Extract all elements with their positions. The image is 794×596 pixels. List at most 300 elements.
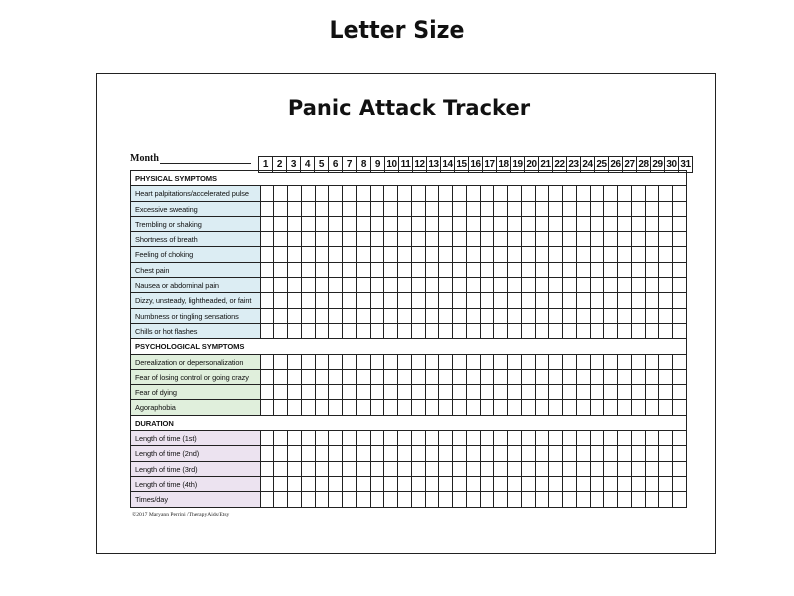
check-cell[interactable] — [522, 324, 536, 339]
check-cell[interactable] — [371, 385, 385, 400]
check-cell[interactable] — [316, 309, 330, 324]
check-cell[interactable] — [481, 492, 495, 507]
check-cell[interactable] — [494, 477, 508, 492]
check-cell[interactable] — [632, 370, 646, 385]
check-cell[interactable] — [261, 492, 275, 507]
check-cell[interactable] — [604, 462, 618, 477]
check-cell[interactable] — [618, 492, 632, 507]
check-cell[interactable] — [412, 370, 426, 385]
check-cell[interactable] — [316, 477, 330, 492]
check-cell[interactable] — [439, 232, 453, 247]
check-cell[interactable] — [302, 477, 316, 492]
check-cell[interactable] — [329, 477, 343, 492]
check-cell[interactable] — [659, 202, 673, 217]
check-cell[interactable] — [508, 278, 522, 293]
check-cell[interactable] — [536, 309, 550, 324]
check-cell[interactable] — [343, 400, 357, 415]
check-cell[interactable] — [563, 263, 577, 278]
check-cell[interactable] — [453, 186, 467, 201]
check-cell[interactable] — [453, 355, 467, 370]
check-cell[interactable] — [384, 278, 398, 293]
check-cell[interactable] — [563, 446, 577, 461]
check-cell[interactable] — [439, 446, 453, 461]
check-cell[interactable] — [357, 385, 371, 400]
check-cell[interactable] — [329, 492, 343, 507]
check-cell[interactable] — [549, 400, 563, 415]
check-cell[interactable] — [632, 263, 646, 278]
check-cell[interactable] — [274, 400, 288, 415]
check-cell[interactable] — [618, 385, 632, 400]
check-cell[interactable] — [522, 186, 536, 201]
check-cell[interactable] — [274, 247, 288, 262]
check-cell[interactable] — [357, 446, 371, 461]
check-cell[interactable] — [563, 324, 577, 339]
check-cell[interactable] — [522, 309, 536, 324]
check-cell[interactable] — [673, 492, 687, 507]
check-cell[interactable] — [316, 278, 330, 293]
check-cell[interactable] — [274, 309, 288, 324]
check-cell[interactable] — [494, 400, 508, 415]
check-cell[interactable] — [673, 355, 687, 370]
check-cell[interactable] — [261, 186, 275, 201]
check-cell[interactable] — [357, 370, 371, 385]
check-cell[interactable] — [288, 355, 302, 370]
check-cell[interactable] — [577, 400, 591, 415]
check-cell[interactable] — [398, 492, 412, 507]
check-cell[interactable] — [426, 247, 440, 262]
check-cell[interactable] — [646, 217, 660, 232]
check-cell[interactable] — [398, 293, 412, 308]
check-cell[interactable] — [343, 186, 357, 201]
check-cell[interactable] — [302, 186, 316, 201]
check-cell[interactable] — [591, 278, 605, 293]
check-cell[interactable] — [494, 462, 508, 477]
check-cell[interactable] — [426, 370, 440, 385]
check-cell[interactable] — [357, 309, 371, 324]
check-cell[interactable] — [632, 232, 646, 247]
check-cell[interactable] — [549, 492, 563, 507]
check-cell[interactable] — [632, 431, 646, 446]
check-cell[interactable] — [591, 217, 605, 232]
check-cell[interactable] — [288, 186, 302, 201]
check-cell[interactable] — [302, 247, 316, 262]
check-cell[interactable] — [494, 370, 508, 385]
check-cell[interactable] — [316, 202, 330, 217]
check-cell[interactable] — [357, 247, 371, 262]
check-cell[interactable] — [632, 309, 646, 324]
check-cell[interactable] — [357, 202, 371, 217]
check-cell[interactable] — [673, 278, 687, 293]
check-cell[interactable] — [522, 278, 536, 293]
check-cell[interactable] — [398, 202, 412, 217]
check-cell[interactable] — [316, 263, 330, 278]
check-cell[interactable] — [508, 186, 522, 201]
check-cell[interactable] — [549, 217, 563, 232]
check-cell[interactable] — [659, 385, 673, 400]
check-cell[interactable] — [302, 355, 316, 370]
check-cell[interactable] — [371, 355, 385, 370]
check-cell[interactable] — [343, 247, 357, 262]
check-cell[interactable] — [591, 370, 605, 385]
check-cell[interactable] — [646, 492, 660, 507]
check-cell[interactable] — [563, 247, 577, 262]
check-cell[interactable] — [274, 324, 288, 339]
check-cell[interactable] — [357, 217, 371, 232]
check-cell[interactable] — [384, 232, 398, 247]
check-cell[interactable] — [398, 370, 412, 385]
check-cell[interactable] — [481, 278, 495, 293]
check-cell[interactable] — [508, 385, 522, 400]
check-cell[interactable] — [508, 217, 522, 232]
check-cell[interactable] — [371, 202, 385, 217]
check-cell[interactable] — [329, 370, 343, 385]
check-cell[interactable] — [412, 431, 426, 446]
check-cell[interactable] — [536, 477, 550, 492]
check-cell[interactable] — [646, 263, 660, 278]
check-cell[interactable] — [481, 400, 495, 415]
check-cell[interactable] — [577, 186, 591, 201]
check-cell[interactable] — [426, 446, 440, 461]
check-cell[interactable] — [522, 477, 536, 492]
check-cell[interactable] — [261, 217, 275, 232]
check-cell[interactable] — [673, 202, 687, 217]
check-cell[interactable] — [426, 385, 440, 400]
check-cell[interactable] — [426, 477, 440, 492]
check-cell[interactable] — [646, 400, 660, 415]
check-cell[interactable] — [549, 186, 563, 201]
check-cell[interactable] — [384, 186, 398, 201]
check-cell[interactable] — [577, 324, 591, 339]
check-cell[interactable] — [618, 217, 632, 232]
check-cell[interactable] — [536, 324, 550, 339]
check-cell[interactable] — [274, 492, 288, 507]
check-cell[interactable] — [467, 263, 481, 278]
check-cell[interactable] — [659, 477, 673, 492]
check-cell[interactable] — [398, 431, 412, 446]
check-cell[interactable] — [288, 324, 302, 339]
check-cell[interactable] — [577, 446, 591, 461]
check-cell[interactable] — [384, 400, 398, 415]
check-cell[interactable] — [604, 202, 618, 217]
check-cell[interactable] — [261, 400, 275, 415]
check-cell[interactable] — [288, 462, 302, 477]
check-cell[interactable] — [536, 355, 550, 370]
check-cell[interactable] — [439, 385, 453, 400]
check-cell[interactable] — [426, 492, 440, 507]
check-cell[interactable] — [494, 278, 508, 293]
check-cell[interactable] — [371, 232, 385, 247]
check-cell[interactable] — [577, 263, 591, 278]
check-cell[interactable] — [316, 217, 330, 232]
check-cell[interactable] — [604, 477, 618, 492]
check-cell[interactable] — [549, 462, 563, 477]
check-cell[interactable] — [439, 400, 453, 415]
check-cell[interactable] — [412, 324, 426, 339]
check-cell[interactable] — [481, 186, 495, 201]
check-cell[interactable] — [371, 247, 385, 262]
check-cell[interactable] — [398, 278, 412, 293]
check-cell[interactable] — [371, 446, 385, 461]
check-cell[interactable] — [591, 309, 605, 324]
check-cell[interactable] — [522, 385, 536, 400]
check-cell[interactable] — [549, 309, 563, 324]
check-cell[interactable] — [632, 186, 646, 201]
check-cell[interactable] — [549, 278, 563, 293]
check-cell[interactable] — [632, 355, 646, 370]
check-cell[interactable] — [398, 355, 412, 370]
check-cell[interactable] — [604, 431, 618, 446]
check-cell[interactable] — [439, 431, 453, 446]
check-cell[interactable] — [618, 370, 632, 385]
check-cell[interactable] — [673, 232, 687, 247]
check-cell[interactable] — [508, 324, 522, 339]
check-cell[interactable] — [632, 477, 646, 492]
check-cell[interactable] — [288, 370, 302, 385]
check-cell[interactable] — [604, 355, 618, 370]
check-cell[interactable] — [646, 309, 660, 324]
check-cell[interactable] — [618, 232, 632, 247]
check-cell[interactable] — [591, 400, 605, 415]
check-cell[interactable] — [453, 232, 467, 247]
check-cell[interactable] — [549, 355, 563, 370]
check-cell[interactable] — [673, 217, 687, 232]
check-cell[interactable] — [673, 462, 687, 477]
check-cell[interactable] — [453, 217, 467, 232]
check-cell[interactable] — [632, 293, 646, 308]
check-cell[interactable] — [467, 293, 481, 308]
check-cell[interactable] — [384, 462, 398, 477]
check-cell[interactable] — [591, 263, 605, 278]
check-cell[interactable] — [604, 247, 618, 262]
check-cell[interactable] — [522, 217, 536, 232]
check-cell[interactable] — [412, 355, 426, 370]
check-cell[interactable] — [302, 202, 316, 217]
check-cell[interactable] — [591, 247, 605, 262]
check-cell[interactable] — [329, 202, 343, 217]
check-cell[interactable] — [343, 309, 357, 324]
check-cell[interactable] — [371, 309, 385, 324]
check-cell[interactable] — [261, 202, 275, 217]
check-cell[interactable] — [508, 232, 522, 247]
check-cell[interactable] — [288, 232, 302, 247]
check-cell[interactable] — [371, 324, 385, 339]
check-cell[interactable] — [494, 247, 508, 262]
check-cell[interactable] — [673, 385, 687, 400]
check-cell[interactable] — [274, 278, 288, 293]
check-cell[interactable] — [673, 370, 687, 385]
check-cell[interactable] — [618, 477, 632, 492]
check-cell[interactable] — [618, 263, 632, 278]
check-cell[interactable] — [316, 355, 330, 370]
check-cell[interactable] — [618, 431, 632, 446]
check-cell[interactable] — [412, 232, 426, 247]
check-cell[interactable] — [343, 370, 357, 385]
check-cell[interactable] — [329, 400, 343, 415]
check-cell[interactable] — [343, 462, 357, 477]
check-cell[interactable] — [288, 263, 302, 278]
check-cell[interactable] — [439, 293, 453, 308]
check-cell[interactable] — [453, 431, 467, 446]
check-cell[interactable] — [618, 355, 632, 370]
check-cell[interactable] — [371, 431, 385, 446]
check-cell[interactable] — [563, 492, 577, 507]
check-cell[interactable] — [481, 293, 495, 308]
check-cell[interactable] — [508, 263, 522, 278]
check-cell[interactable] — [439, 492, 453, 507]
check-cell[interactable] — [329, 186, 343, 201]
check-cell[interactable] — [646, 293, 660, 308]
check-cell[interactable] — [673, 309, 687, 324]
check-cell[interactable] — [618, 400, 632, 415]
check-cell[interactable] — [261, 431, 275, 446]
check-cell[interactable] — [426, 462, 440, 477]
check-cell[interactable] — [591, 324, 605, 339]
check-cell[interactable] — [536, 385, 550, 400]
check-cell[interactable] — [536, 247, 550, 262]
check-cell[interactable] — [316, 370, 330, 385]
check-cell[interactable] — [316, 186, 330, 201]
check-cell[interactable] — [453, 324, 467, 339]
check-cell[interactable] — [522, 462, 536, 477]
check-cell[interactable] — [494, 186, 508, 201]
check-cell[interactable] — [384, 324, 398, 339]
check-cell[interactable] — [659, 431, 673, 446]
check-cell[interactable] — [302, 278, 316, 293]
check-cell[interactable] — [329, 263, 343, 278]
check-cell[interactable] — [604, 385, 618, 400]
check-cell[interactable] — [659, 263, 673, 278]
check-cell[interactable] — [481, 309, 495, 324]
check-cell[interactable] — [274, 370, 288, 385]
check-cell[interactable] — [618, 462, 632, 477]
check-cell[interactable] — [591, 431, 605, 446]
check-cell[interactable] — [632, 400, 646, 415]
check-cell[interactable] — [398, 186, 412, 201]
check-cell[interactable] — [398, 446, 412, 461]
check-cell[interactable] — [384, 385, 398, 400]
check-cell[interactable] — [274, 462, 288, 477]
check-cell[interactable] — [357, 355, 371, 370]
check-cell[interactable] — [508, 492, 522, 507]
check-cell[interactable] — [646, 431, 660, 446]
check-cell[interactable] — [453, 385, 467, 400]
check-cell[interactable] — [316, 293, 330, 308]
check-cell[interactable] — [384, 477, 398, 492]
check-cell[interactable] — [563, 477, 577, 492]
check-cell[interactable] — [522, 232, 536, 247]
check-cell[interactable] — [604, 293, 618, 308]
check-cell[interactable] — [357, 263, 371, 278]
check-cell[interactable] — [591, 202, 605, 217]
check-cell[interactable] — [632, 202, 646, 217]
check-cell[interactable] — [453, 278, 467, 293]
check-cell[interactable] — [646, 370, 660, 385]
check-cell[interactable] — [632, 324, 646, 339]
check-cell[interactable] — [357, 186, 371, 201]
check-cell[interactable] — [563, 370, 577, 385]
check-cell[interactable] — [632, 278, 646, 293]
check-cell[interactable] — [288, 309, 302, 324]
check-cell[interactable] — [302, 309, 316, 324]
check-cell[interactable] — [591, 355, 605, 370]
check-cell[interactable] — [384, 370, 398, 385]
check-cell[interactable] — [288, 278, 302, 293]
check-cell[interactable] — [618, 293, 632, 308]
check-cell[interactable] — [343, 385, 357, 400]
check-cell[interactable] — [673, 477, 687, 492]
check-cell[interactable] — [632, 385, 646, 400]
check-cell[interactable] — [453, 462, 467, 477]
check-cell[interactable] — [302, 385, 316, 400]
check-cell[interactable] — [563, 202, 577, 217]
check-cell[interactable] — [302, 446, 316, 461]
check-cell[interactable] — [673, 446, 687, 461]
check-cell[interactable] — [618, 324, 632, 339]
check-cell[interactable] — [412, 400, 426, 415]
check-cell[interactable] — [357, 293, 371, 308]
check-cell[interactable] — [329, 355, 343, 370]
check-cell[interactable] — [412, 309, 426, 324]
check-cell[interactable] — [659, 492, 673, 507]
check-cell[interactable] — [494, 385, 508, 400]
check-cell[interactable] — [343, 202, 357, 217]
check-cell[interactable] — [577, 477, 591, 492]
check-cell[interactable] — [467, 431, 481, 446]
check-cell[interactable] — [288, 385, 302, 400]
check-cell[interactable] — [274, 263, 288, 278]
check-cell[interactable] — [536, 431, 550, 446]
check-cell[interactable] — [343, 446, 357, 461]
check-cell[interactable] — [302, 232, 316, 247]
check-cell[interactable] — [329, 278, 343, 293]
check-cell[interactable] — [274, 355, 288, 370]
check-cell[interactable] — [467, 400, 481, 415]
check-cell[interactable] — [398, 247, 412, 262]
check-cell[interactable] — [384, 293, 398, 308]
check-cell[interactable] — [316, 385, 330, 400]
check-cell[interactable] — [343, 477, 357, 492]
check-cell[interactable] — [659, 278, 673, 293]
check-cell[interactable] — [302, 462, 316, 477]
check-cell[interactable] — [604, 278, 618, 293]
check-cell[interactable] — [618, 186, 632, 201]
check-cell[interactable] — [329, 293, 343, 308]
check-cell[interactable] — [577, 232, 591, 247]
check-cell[interactable] — [398, 232, 412, 247]
check-cell[interactable] — [604, 370, 618, 385]
check-cell[interactable] — [371, 370, 385, 385]
check-cell[interactable] — [412, 217, 426, 232]
check-cell[interactable] — [439, 247, 453, 262]
check-cell[interactable] — [563, 462, 577, 477]
check-cell[interactable] — [261, 232, 275, 247]
check-cell[interactable] — [508, 446, 522, 461]
check-cell[interactable] — [412, 293, 426, 308]
check-cell[interactable] — [549, 324, 563, 339]
check-cell[interactable] — [412, 385, 426, 400]
check-cell[interactable] — [426, 324, 440, 339]
check-cell[interactable] — [522, 293, 536, 308]
check-cell[interactable] — [481, 462, 495, 477]
check-cell[interactable] — [357, 232, 371, 247]
check-cell[interactable] — [274, 293, 288, 308]
check-cell[interactable] — [453, 446, 467, 461]
check-cell[interactable] — [329, 324, 343, 339]
check-cell[interactable] — [494, 263, 508, 278]
check-cell[interactable] — [673, 186, 687, 201]
check-cell[interactable] — [384, 355, 398, 370]
check-cell[interactable] — [646, 355, 660, 370]
